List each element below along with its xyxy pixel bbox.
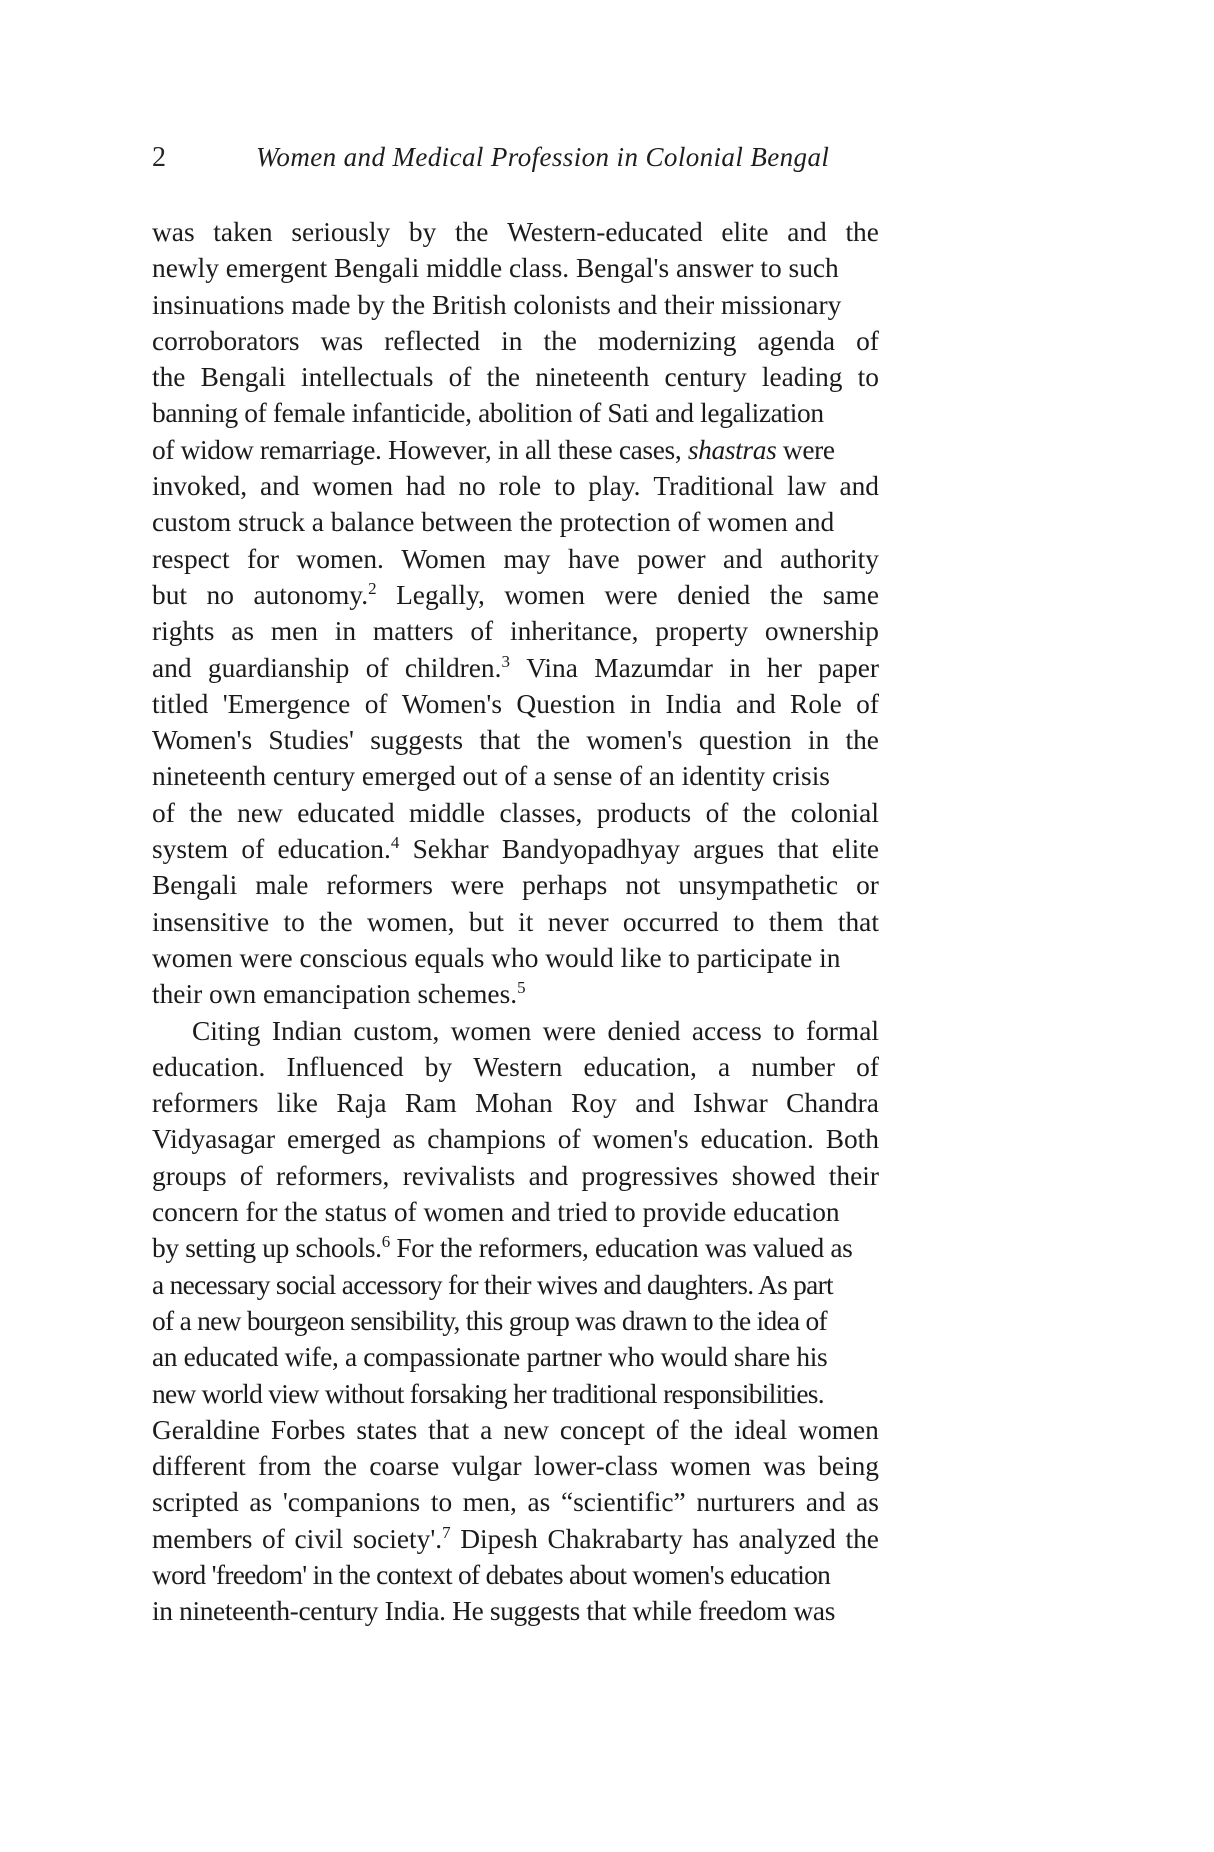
word: Traditional	[653, 471, 775, 502]
word: the	[536, 725, 571, 756]
word: Question	[516, 688, 616, 719]
word: male	[255, 870, 309, 901]
word-with-footnote	[353, 1521, 451, 1557]
word: champions	[427, 1124, 546, 1155]
word: formal	[805, 1015, 879, 1046]
word: authority	[780, 543, 879, 574]
word: it	[518, 906, 534, 937]
word: women,	[366, 906, 455, 937]
word: and	[635, 1088, 675, 1119]
word: them	[768, 906, 824, 937]
word: women's	[592, 1124, 689, 1155]
text-line: newly emergent Bengali middle class. Bengal's answer to such	[152, 253, 839, 284]
word: as	[527, 1487, 551, 1518]
word: invoked,	[152, 471, 248, 502]
word: civil	[294, 1523, 344, 1554]
word: seriously	[291, 217, 391, 247]
text-line	[152, 613, 879, 649]
text-run: For the reformers, education was valued as	[396, 1233, 853, 1264]
word: men,	[462, 1487, 517, 1518]
word: Mazumdar	[594, 652, 713, 683]
text-line: word 'freedom' in the context of debates about women's education	[152, 1559, 831, 1590]
text-run: of widow remarriage. However, in all these cases,	[152, 434, 682, 465]
running-head-title: Women and Medical Profession in Colonial Bengal	[256, 142, 830, 172]
word: system	[152, 834, 229, 865]
word: Ishwar	[693, 1088, 768, 1119]
word: in	[501, 325, 523, 356]
word: as	[392, 1124, 416, 1155]
footnote-marker[interactable]: 2	[368, 578, 377, 598]
word: no	[458, 471, 486, 502]
word-with-footnote	[253, 577, 376, 613]
word: number	[751, 1051, 835, 1082]
word: like	[276, 1088, 318, 1119]
word: of	[705, 797, 729, 828]
word: progressives	[581, 1160, 719, 1191]
text-run: were	[782, 434, 835, 465]
word: Forbes	[270, 1414, 346, 1445]
word: Dipesh	[460, 1523, 538, 1554]
word: women	[670, 1451, 751, 1482]
word: rights	[152, 616, 215, 647]
word: Roy	[571, 1088, 617, 1119]
word: century	[664, 362, 747, 393]
word: the	[486, 362, 521, 393]
word: groups	[152, 1160, 227, 1191]
text-line	[152, 1448, 879, 1484]
word: elite	[721, 217, 769, 247]
word: states	[356, 1414, 418, 1445]
word: 'companions	[282, 1487, 421, 1518]
word: but	[152, 579, 188, 610]
word: the	[769, 579, 804, 610]
word: nineteenth	[535, 362, 650, 393]
text-line	[152, 577, 879, 613]
word: and	[839, 471, 879, 502]
text-line	[152, 1049, 879, 1085]
word: children.	[404, 652, 502, 683]
word: and	[787, 217, 827, 247]
word: of	[152, 797, 175, 828]
word: power	[637, 543, 706, 574]
footnote-marker[interactable]: 6	[381, 1232, 390, 1252]
word: concept	[559, 1414, 645, 1445]
word: property	[655, 616, 749, 647]
word: a	[718, 1051, 731, 1082]
text-line	[152, 650, 879, 686]
word: of	[364, 688, 388, 719]
word: of	[241, 834, 265, 865]
italic-term: shastras	[687, 434, 777, 465]
word-with-footnote	[405, 650, 510, 686]
text-line	[152, 468, 879, 504]
word: to	[283, 906, 305, 937]
text-line	[152, 323, 879, 359]
word: analyzed	[738, 1523, 836, 1554]
word: matters	[372, 616, 454, 647]
word: products	[596, 797, 692, 828]
word: leading	[761, 362, 843, 393]
word: was	[763, 1451, 806, 1482]
word: reformers,	[276, 1160, 390, 1191]
word: lower-class	[533, 1451, 659, 1482]
word: the	[323, 1451, 358, 1482]
word: in	[807, 725, 830, 756]
text-line: a necessary social accessory for their wives and daughters. As part	[152, 1269, 833, 1300]
text-line	[152, 722, 879, 758]
word: classes,	[499, 797, 583, 828]
word: custom,	[353, 1015, 440, 1046]
word: not	[625, 870, 661, 901]
word: Chandra	[786, 1088, 879, 1119]
word: women.	[296, 543, 384, 574]
text-line	[152, 976, 879, 1012]
word: to	[733, 906, 755, 937]
word: in	[629, 688, 652, 719]
text-line	[152, 831, 879, 867]
word: emerged	[286, 1124, 381, 1155]
word: the	[689, 1414, 724, 1445]
word: the	[845, 725, 879, 756]
text-line	[152, 1230, 879, 1266]
word: Citing	[192, 1015, 261, 1046]
word: and	[528, 1160, 569, 1191]
word: Women's	[401, 688, 503, 719]
word: Western-educated	[507, 217, 703, 247]
word: by	[408, 217, 437, 247]
word: were	[542, 1015, 597, 1046]
text-line: an educated wife, a compassionate partner who would share his	[152, 1342, 828, 1373]
word: “scientific”	[560, 1487, 686, 1518]
word: to	[554, 471, 576, 502]
word: education.	[277, 834, 391, 865]
word: Both	[825, 1124, 879, 1155]
word: Role	[790, 688, 842, 719]
word: that	[428, 1414, 470, 1445]
text-line	[152, 795, 879, 831]
text-line	[152, 1085, 879, 1121]
word: Legally,	[396, 579, 485, 610]
word: were	[604, 579, 658, 610]
word: Bengali	[200, 362, 286, 393]
word: of	[239, 1160, 263, 1191]
word: reformers	[326, 870, 433, 901]
word: 'Emergence	[222, 688, 351, 719]
word: by	[424, 1051, 453, 1082]
word: was	[320, 325, 364, 356]
word: women	[312, 471, 394, 502]
text-line	[152, 904, 879, 940]
text-line	[152, 359, 879, 395]
text-line: banning of female infanticide, abolition of Sati and legalization	[152, 398, 824, 429]
word: of	[557, 1124, 581, 1155]
word: coarse	[369, 1451, 440, 1482]
page-number: 2	[152, 142, 166, 173]
word: elite	[831, 834, 879, 865]
word: her	[766, 652, 802, 683]
word: different	[152, 1451, 246, 1482]
text-line: of a new bourgeon sensibility, this group was drawn to the idea of	[152, 1305, 827, 1336]
word: that	[837, 906, 879, 937]
word: the	[454, 217, 489, 247]
word: Vina	[526, 652, 578, 683]
word: taken	[213, 217, 273, 247]
word: guardianship	[207, 652, 350, 683]
word: being	[818, 1451, 879, 1482]
footnote-marker[interactable]: 4	[390, 832, 400, 852]
word: the	[189, 797, 223, 828]
word: intellectuals	[301, 362, 434, 393]
word: reformers	[152, 1088, 259, 1119]
footnote-marker[interactable]: 7	[442, 1522, 451, 1542]
word: the	[543, 325, 577, 356]
word: corroborators	[152, 325, 300, 356]
text-line: new world view without forsaking her traditional responsibilities.	[152, 1378, 824, 1409]
text-line	[152, 1158, 879, 1194]
word: has	[692, 1523, 729, 1554]
word: of	[856, 688, 879, 719]
word: argues	[693, 834, 765, 865]
word: men	[270, 616, 318, 647]
word: insensitive	[152, 906, 270, 937]
word: scripted	[152, 1487, 239, 1518]
word: same	[822, 579, 879, 610]
word: Bandyopadhyay	[501, 834, 680, 865]
text-line: concern for the status of women and tried to provide education	[152, 1197, 840, 1228]
word: educated	[297, 797, 395, 828]
word: middle	[408, 797, 486, 828]
word: as	[249, 1487, 273, 1518]
footnote-marker[interactable]: 5	[517, 978, 526, 998]
word: have	[567, 543, 620, 574]
word: of	[856, 325, 879, 356]
word: women's	[586, 725, 683, 756]
text-line	[152, 1121, 879, 1157]
word: education.	[700, 1124, 814, 1155]
text-line: insinuations made by the British colonists and their missionary	[152, 289, 842, 320]
word: education,	[583, 1051, 697, 1082]
word: as	[231, 616, 255, 647]
footnote-marker[interactable]: 3	[501, 651, 510, 671]
word: and	[805, 1487, 846, 1518]
word: respect	[152, 543, 230, 574]
text-line	[152, 432, 879, 468]
word: of	[655, 1414, 679, 1445]
word: education.	[152, 1051, 266, 1082]
running-head	[152, 142, 882, 182]
word: women	[798, 1414, 879, 1445]
word: vulgar	[451, 1451, 522, 1482]
word: and	[259, 471, 300, 502]
word: the	[152, 362, 186, 393]
text-run: by setting up schools.	[152, 1233, 382, 1264]
word: or	[856, 870, 879, 901]
word: was	[152, 217, 195, 247]
word: from	[258, 1451, 312, 1482]
text-line	[152, 541, 879, 577]
word: members	[152, 1523, 253, 1554]
word: the	[845, 217, 879, 247]
word: and	[723, 543, 763, 574]
word: women	[450, 1015, 532, 1046]
word: denied	[607, 1015, 681, 1046]
word: Mohan	[475, 1088, 553, 1119]
word: question	[698, 725, 792, 756]
word: Studies'	[268, 725, 354, 756]
text-line	[152, 1521, 879, 1557]
text-line	[152, 1484, 879, 1520]
word: the	[742, 797, 777, 828]
word-with-footnote	[277, 831, 399, 867]
word: of	[448, 362, 472, 393]
word: no	[206, 579, 234, 610]
word: the	[319, 906, 353, 937]
word: autonomy.	[253, 579, 369, 610]
word: India	[665, 688, 722, 719]
word: Women	[401, 543, 486, 574]
word: Influenced	[286, 1051, 404, 1082]
text-line	[152, 1013, 879, 1049]
text-line: nineteenth century emerged out of a sense of an identity crisis	[152, 761, 830, 792]
text-run: their own emancipation schemes.	[152, 979, 518, 1010]
word: titled	[152, 688, 209, 719]
text-line: in nineteenth-century India. He suggests that while freedom was	[152, 1596, 836, 1627]
text-line	[152, 867, 879, 903]
word: to	[773, 1015, 795, 1046]
word: their	[828, 1160, 879, 1191]
word: of	[856, 1051, 879, 1082]
word: to	[857, 362, 879, 393]
word: play.	[588, 471, 641, 502]
word: Vidyasagar	[152, 1124, 276, 1155]
word: Women's	[152, 725, 253, 756]
word: society'.	[352, 1523, 443, 1554]
word: in	[729, 652, 751, 683]
word: Geraldine	[152, 1414, 260, 1445]
word: women	[504, 579, 585, 610]
text-line	[152, 214, 879, 250]
word: unsympathetic	[678, 870, 839, 901]
word: denied	[677, 579, 751, 610]
text-line	[152, 1412, 879, 1448]
word: inheritance,	[509, 616, 639, 647]
word: ownership	[764, 616, 879, 647]
word: suggests	[370, 725, 464, 756]
word: colonial	[790, 797, 879, 828]
word: were	[450, 870, 505, 901]
word: revivalists	[402, 1160, 516, 1191]
word: in	[334, 616, 357, 647]
word: paper	[818, 652, 879, 683]
word: that	[777, 834, 819, 865]
word: but	[468, 906, 504, 937]
word: Sekhar	[412, 834, 489, 865]
body-text	[152, 214, 879, 1630]
word: of	[262, 1523, 285, 1554]
word: the	[845, 1523, 879, 1554]
word: may	[503, 543, 551, 574]
text-line: custom struck a balance between the protection of women and	[152, 507, 835, 538]
word: reflected	[384, 325, 481, 356]
text-line: women were conscious equals who would like to participate in	[152, 942, 841, 973]
word: nurturers	[696, 1487, 796, 1518]
word: and	[152, 652, 192, 683]
word: of	[365, 652, 389, 683]
word: perhaps	[522, 870, 608, 901]
word: ideal	[734, 1414, 788, 1445]
word: and	[736, 688, 776, 719]
word: as	[856, 1487, 879, 1518]
word: Bengali	[152, 870, 238, 901]
word: never	[547, 906, 609, 937]
word: Chakrabarty	[547, 1523, 683, 1554]
word: Ram	[404, 1088, 457, 1119]
word: law	[787, 471, 827, 502]
word: a	[480, 1414, 493, 1445]
word: new	[237, 797, 283, 828]
word: modernizing	[597, 325, 737, 356]
word: had	[405, 471, 446, 502]
word: role	[498, 471, 542, 502]
word: to	[430, 1487, 453, 1518]
word: that	[479, 725, 521, 756]
text-line	[152, 686, 879, 722]
word: Western	[473, 1051, 563, 1082]
word: Indian	[271, 1015, 342, 1046]
word: for	[247, 543, 279, 574]
word: new	[503, 1414, 549, 1445]
word: of	[470, 616, 494, 647]
word: Raja	[336, 1088, 387, 1119]
word: occurred	[622, 906, 719, 937]
word: showed	[731, 1160, 816, 1191]
word: agenda	[757, 325, 836, 356]
word: access	[691, 1015, 762, 1046]
